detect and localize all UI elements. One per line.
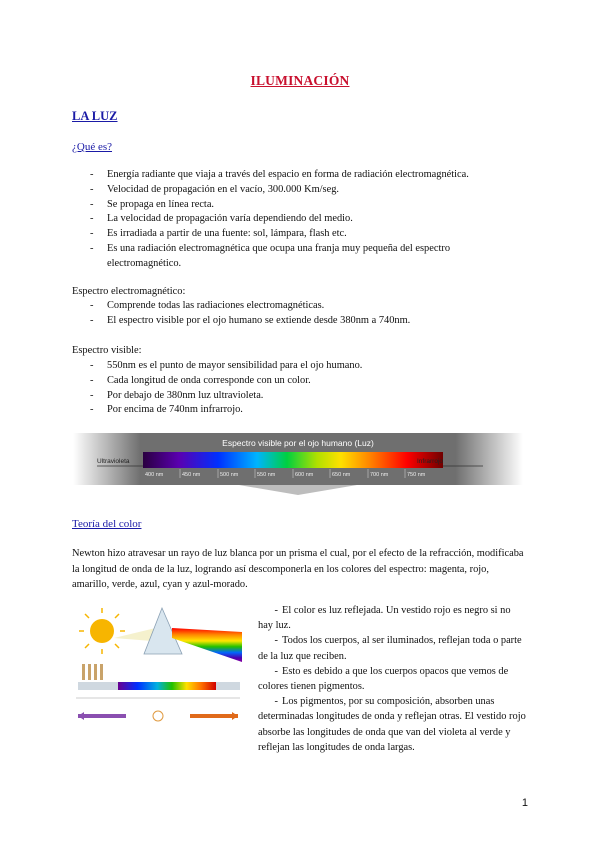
visible-band — [118, 682, 216, 690]
spectrum-bar — [143, 452, 443, 468]
page-number: 1 — [521, 797, 528, 809]
newton-paragraph: Newton hizo atravesar un rayo de luz blanca por un prisma el cual, por el efecto de la refracción, modificaba la longitud de onda de la luz, logrando así descomponerla en los colores del espectro: magenta, rojo, amarillo, verde, azul, cyan y azul-morado. — [72, 548, 524, 590]
list-item: - Cada longitud de onda corresponde con un color. — [90, 374, 530, 389]
tick-label: 750 nm — [407, 472, 426, 478]
infrared-label: Infrarrojo — [417, 458, 444, 465]
color-point: Esto es debido a que los cuerpos opacos que vemos de colores tienen pigmentos. — [258, 665, 509, 693]
list-item: - 550nm es el punto de mayor sensibilidad para el ojo humano. — [90, 359, 530, 374]
tick-label: 700 nm — [370, 472, 389, 478]
spectrum-caption: Espectro visible por el ojo humano (Luz) — [222, 438, 374, 448]
list-item: - Por encima de 740nm infrarrojo. — [90, 403, 530, 418]
tick-label: 650 nm — [332, 472, 351, 478]
ultraviolet-label: Ultravioleta — [97, 458, 130, 465]
espectro-em-label: Espectro electromagnético: — [72, 286, 186, 297]
teoria-color-link[interactable]: Teoría del color — [72, 518, 142, 530]
tick-label: 550 nm — [257, 472, 276, 478]
list-item: - El espectro visible por el ojo humano se extiende desde 380nm a 740nm. — [90, 314, 530, 329]
tick-label: 400 nm — [145, 472, 164, 478]
que-es-link[interactable]: ¿Qué es? — [72, 141, 113, 153]
list-item: - Comprende todas las radiaciones electromagnéticas. — [90, 299, 530, 314]
page-title: ILUMINACIÓN — [250, 73, 350, 88]
list-item: - Es irradiada a partir de una fuente: sol, lámpara, flash etc. — [90, 227, 530, 242]
list-item: - Por debajo de 380nm luz ultravioleta. — [90, 389, 530, 404]
tick-label: 600 nm — [295, 472, 314, 478]
espectro-vis-label: Espectro visible: — [72, 345, 142, 356]
color-point: Los pigmentos, por su composición, absorben unas determinadas longitudes de onda y reflejan otras. El vestido rojo absorbe las longitudes de onda que van del violeta al verde y reflejan las longitudes de onda largas. — [258, 696, 526, 753]
tick-label: 500 nm — [220, 472, 239, 478]
spectrum-pointer — [239, 485, 357, 495]
tick-label: 450 nm — [182, 472, 201, 478]
color-points: - El color es luz reflejada. Un vestido rojo es negro si no hay luz. - Todos los cuerpos, al ser iluminados, reflejan toda o parte de la luz que reciben. - Esto es debido a que los cuerpos opacos que vemos de colores tienen pigmentos. - Los pigmentos, por su composición, absorben unas determinadas longitudes de onda y reflejan otras. El vestido rojo absorbe las longitudes de onda que van del violeta al verde y reflejan las longitudes de onda largas. — [258, 605, 526, 753]
list-item: - Velocidad de propagación en el vacío, 300.000 Km/seg. — [90, 183, 530, 198]
spectrum-image — [73, 433, 523, 495]
espectro-em-list — [90, 299, 530, 329]
list-item: - La velocidad de propagación varía dependiendo del medio. — [90, 212, 530, 227]
espectro-vis-list — [90, 359, 530, 418]
list-item: - Se propaga en línea recta. — [90, 198, 530, 213]
list-item: - Es una radiación electromagnética que ocupa una franja muy pequeña del espectro electromagnético. — [90, 242, 507, 272]
prism-illustration — [72, 604, 244, 732]
color-point: Todos los cuerpos, al ser iluminados, reflejan toda o parte de la luz que reciben. — [258, 635, 522, 662]
section-heading-luz[interactable]: LA LUZ — [72, 109, 118, 123]
list-item: - Energía radiante que viaja a través del espacio en forma de radiación electromagnética. — [90, 168, 530, 183]
sun-icon — [90, 619, 114, 643]
color-point: El color es luz reflejada. Un vestido rojo es negro si no hay luz. — [258, 605, 511, 632]
luz-bullet-list — [90, 168, 530, 272]
